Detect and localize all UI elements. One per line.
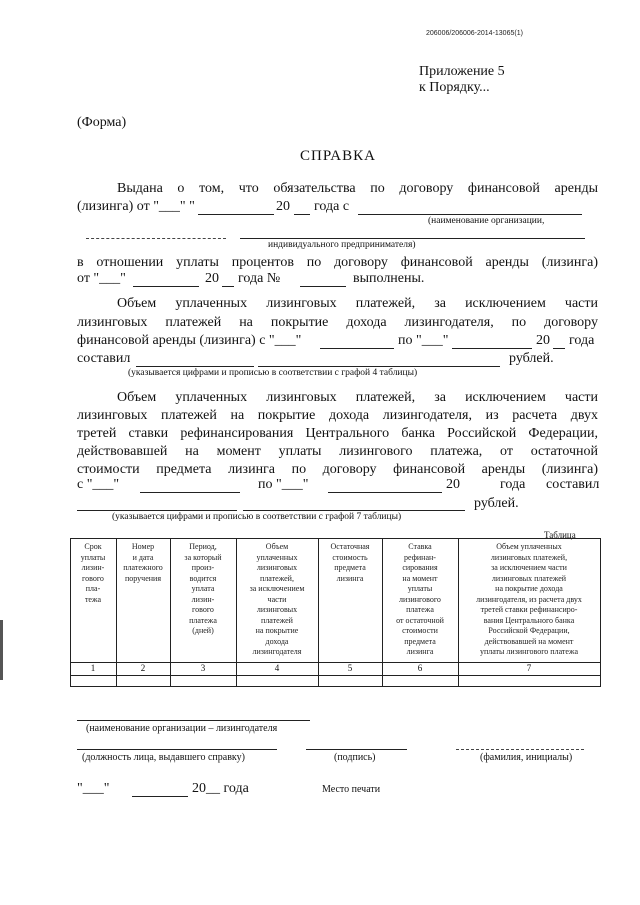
table-header-refinancing-rate: Ставка рефинан- сирования на момент уплаты лизингового платежа от остаточной стоимости предмета лизинга [396,542,444,656]
para2-line3-c: 20 [536,333,550,348]
scan-edge-mark [0,620,3,680]
table-border-bottom [70,686,601,687]
table-column-number: 6 [417,663,423,673]
blank-position [77,749,277,750]
para1-line1: Выдана о том, что обязательства по договору финансовой аренды [117,181,598,196]
blank-period-start [320,348,394,349]
blank-full-name [456,749,584,750]
caption-full-name: (фамилия, инициалы) [480,752,573,763]
table-column-number: 2 [140,663,146,673]
table-label: Таблица [544,530,576,540]
para1-line3: в отношении уплаты процентов по договору финансовой аренды (лизинга) [77,255,598,270]
para3-line6-b: по "___" [258,477,309,492]
blank-month [198,214,274,215]
table-border-top [70,538,601,539]
para3-line5: стоимости предмета лизинга по договору финансовой аренды (лизинга) [77,462,598,477]
table-header-payment-order: Номер и дата платежного поручения [123,542,163,583]
blank-period-start-2 [140,492,240,493]
table-column-number: 3 [200,663,206,673]
para2-line4-b: рублей. [509,351,554,366]
blank-lessor-name [77,720,310,721]
blank-organization-cont2 [240,238,585,239]
blank-amount [136,366,254,367]
para2-line4-a: составил [77,351,131,366]
blank-organization [358,214,582,215]
blank-organization-cont [86,238,226,239]
para1-line4-a: от "___" [77,271,126,286]
blank-amount-words [258,366,500,367]
blank-amount-2 [77,510,237,511]
blank-period-end-2 [328,492,442,493]
para3-line6-a: с "___" [77,477,120,492]
para1-line4-d: выполнены. [353,271,425,286]
caption-lessor: (наименование организации – лизингодателя [86,723,278,734]
signing-date-year: 20__ года [192,781,249,796]
table-header-residual-value: Остаточная стоимость предмета лизинга [330,542,370,583]
table-col-line-7 [600,538,601,686]
blank-year-3 [553,348,565,349]
caption-column7: (указывается цифрами и прописью в соответствии с графой 7 таблицы) [112,512,402,522]
table-header-paid-volume-two-thirds: Объем уплаченных лизинговых платежей, за исключением части лизинговых платежей на покрытие дохода лизингодателя, из расчета двух третей ставки рефинансиро- вания Центрального банка Российской Федерации, действовавшей на момент уплаты лизингового платежа [476,542,582,656]
para3-line1: Объем уплаченных лизинговых платежей, за исключением части [117,390,598,405]
blank-amount-words-2 [243,510,465,511]
para2-line1: Объем уплаченных лизинговых платежей, за исключением части [117,296,598,311]
para2-line3-a: финансовой аренды (лизинга) с "___" [77,333,302,348]
para3-line4: действовавшей на момент уплаты лизингового платежа, от остаточной [77,444,598,459]
para1-line2-left: (лизинга) от "___" " [77,199,195,214]
form-label: (Форма) [77,115,127,130]
para3-line6-d: года [500,477,526,492]
appendix-reference: к Порядку... [419,80,490,95]
blank-date [133,286,199,287]
stamp-place: Место печати [322,784,381,795]
table-column-number: 1 [90,663,96,673]
blank-period-end [452,348,532,349]
para1-line4-c: года № [238,271,281,286]
table-header-paid-volume: Объем уплаченных лизинговых платежей, за исключением части лизинговых платежей на покрытие дохода лизингодателя [249,542,305,656]
caption-position: (должность лица, выдавшего справку) [82,752,245,763]
table-column-number: 7 [526,663,532,673]
caption-organization: (наименование организации, [428,216,545,226]
para3-line6-c: 20 [446,477,460,492]
document-id: 206006/206006-2014-13065(1) [426,30,523,37]
blank-signature [306,749,407,750]
table-header-term: Срок уплаты лизин- гового пла- тежа [80,542,106,604]
table-column-number: 5 [347,663,353,673]
table-column-number: 4 [274,663,280,673]
para1-line4-b: 20 [205,271,219,286]
blank-signing-month [132,796,188,797]
blank-year [294,214,310,215]
table-row-divider-2 [70,675,601,676]
caption-signature: (подпись) [334,752,376,763]
blank-year-2 [222,286,234,287]
signing-date-day: "___" [77,781,110,796]
caption-entrepreneur: индивидуального предпринимателя) [268,240,416,250]
appendix-label: Приложение 5 [419,64,505,79]
document-title: СПРАВКА [300,148,376,164]
para1-line2-right: года с [314,199,350,214]
para3-line3: третей ставки рефинансирования Центрального банка Российской Федерации, [77,426,598,441]
para2-line2: лизинговых платежей на покрытие дохода лизингодателя, по договору [77,315,598,330]
table-header-period: Период, за который произ- водится уплата лизин- гового платежа (дней) [184,542,222,635]
para3-line7: рублей. [474,496,519,511]
blank-number [300,286,346,287]
para1-year: 20 [276,199,290,214]
caption-column4: (указывается цифрами и прописью в соответствии с графой 4 таблицы) [128,368,418,378]
para3-line6-e: составил [546,477,600,492]
para2-line3-d: года [569,333,595,348]
para2-line3-b: по "___" [398,333,449,348]
para3-line2: лизинговых платежей на покрытие дохода лизингодателя, из расчета двух [77,408,598,423]
